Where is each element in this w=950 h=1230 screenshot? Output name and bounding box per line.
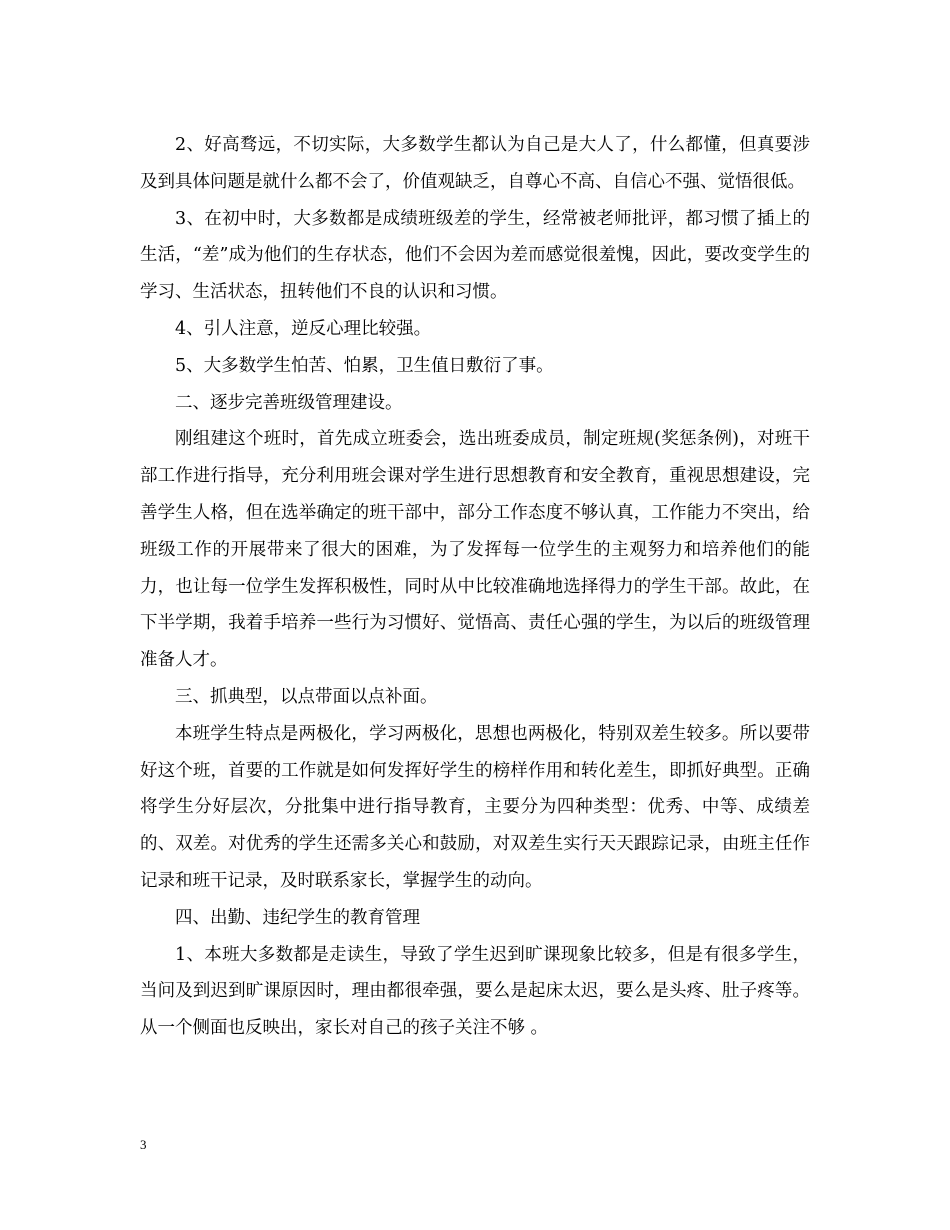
- paragraph-point-4: 4、引人注意，逆反心理比较强。: [175, 318, 432, 339]
- paragraph-class-committee: 刚组建这个班时，首先成立班委会，选出班委成员，制定班规(奖惩条例)，对班干部工作进行指导，充分利用班会课对学生进行思想教育和安全教育，重视思想建设，完善学生人格，但在选举确定的班干部中，部分工作态度不够认真，工作能力不突出，给班级工作的开展带来了很大的困难，为了发挥每一位学生的主观努力和培养他们的能力，也让每一位学生发挥积极性，同时从中比较准确地选择得力的学生干部。故此，在下半学期，我着手培养一些行为习惯好、觉悟高、责任心强的学生，为以后的班级管理准备人才。: [140, 429, 810, 671]
- paragraph-point-3: 3、在初中时，大多数都是成绩班级差的学生，经常被老师批评，都习惯了插上的生活，“差”成为他们的生存状态，他们不会因为差而感觉很羞愧，因此，要改变学生的学习、生活状态，扭转他们不良的认识和习惯。: [140, 208, 810, 303]
- paragraph-point-5: 5、大多数学生怕苦、怕累，卫生值日敷衍了事。: [175, 355, 554, 376]
- section-heading-2: 二、逐步完善班级管理建设。: [175, 392, 403, 413]
- paragraph-attendance: 1、本班大多数都是走读生，导致了学生迟到旷课现象比较多，但是有很多学生，当问及到迟到旷课原因时，理由都很牵强，要么是起床太迟，要么是头疼、肚子疼等。从一个侧面也反映出，家长对自己的孩子关注不够 。: [140, 944, 810, 1039]
- section-heading-3: 三、抓典型，以点带面以点补面。: [175, 686, 438, 707]
- section-heading-4: 四、出勤、违纪学生的教育管理: [175, 907, 420, 928]
- paragraph-typical-students: 本班学生特点是两极化，学习两极化，思想也两极化，特别双差生较多。所以要带好这个班，首要的工作就是如何发挥好学生的榜样作用和转化差生，即抓好典型。正确将学生分好层次，分批集中进行指导教育，主要分为四种类型：优秀、中等、成绩差的、双差。对优秀的学生还需多关心和鼓励，对双差生实行天天跟踪记录，由班主任作记录和班干记录，及时联系家长，掌握学生的动向。: [140, 723, 810, 891]
- paragraph-point-2: 2、好高骛远，不切实际，大多数学生都认为自己是大人了，什么都懂，但真要涉及到具体问题是就什么都不会了，价值观缺乏，自尊心不高、自信心不强、觉悟很低。: [140, 135, 810, 192]
- page-number: 3: [140, 1137, 147, 1152]
- body-text: [140, 127, 810, 1047]
